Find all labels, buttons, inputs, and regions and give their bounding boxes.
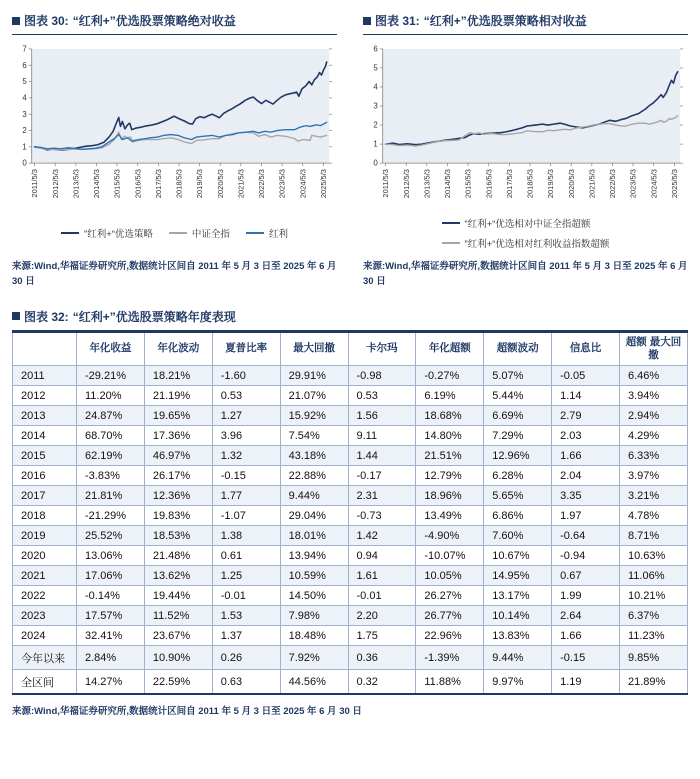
value-cell: -0.73 bbox=[348, 506, 416, 526]
value-cell: 1.14 bbox=[552, 386, 620, 406]
legend-label: 红利 bbox=[268, 229, 288, 241]
value-cell: 19.65% bbox=[144, 406, 212, 426]
value-cell: 3.94% bbox=[620, 386, 688, 406]
svg-text:2020/5/3: 2020/5/3 bbox=[566, 169, 576, 199]
value-cell: 0.26 bbox=[212, 646, 280, 670]
value-cell: 9.11 bbox=[348, 426, 416, 446]
svg-text:2025/5/3: 2025/5/3 bbox=[669, 169, 679, 199]
svg-text:4: 4 bbox=[373, 82, 378, 92]
table-header-cell: 年化收益 bbox=[77, 331, 145, 365]
value-cell: 13.17% bbox=[484, 586, 552, 606]
value-cell: 5.44% bbox=[484, 386, 552, 406]
value-cell: 0.61 bbox=[212, 546, 280, 566]
value-cell: 2.20 bbox=[348, 606, 416, 626]
value-cell: 11.06% bbox=[620, 566, 688, 586]
value-cell: 18.96% bbox=[416, 486, 484, 506]
line-chart-svg bbox=[12, 43, 337, 210]
svg-text:2025/5/3: 2025/5/3 bbox=[318, 169, 328, 199]
value-cell: -0.01 bbox=[348, 586, 416, 606]
table-row bbox=[13, 626, 688, 646]
value-cell: 1.44 bbox=[348, 446, 416, 466]
charts-row bbox=[12, 10, 688, 290]
value-cell: -0.27% bbox=[416, 366, 484, 386]
value-cell: 10.21% bbox=[620, 586, 688, 606]
svg-text:2: 2 bbox=[22, 126, 27, 136]
value-cell: 29.04% bbox=[280, 506, 348, 526]
svg-text:2013/5/3: 2013/5/3 bbox=[422, 169, 432, 199]
svg-text:2011/5/3: 2011/5/3 bbox=[381, 169, 391, 198]
value-cell: 3.21% bbox=[620, 486, 688, 506]
value-cell: -1.39% bbox=[416, 646, 484, 670]
chart30-canvas bbox=[12, 43, 337, 210]
row-label-cell: 2017 bbox=[13, 486, 77, 506]
svg-text:2016/5/3: 2016/5/3 bbox=[133, 169, 143, 199]
svg-text:2015/5/3: 2015/5/3 bbox=[112, 169, 122, 199]
svg-text:2023/5/3: 2023/5/3 bbox=[277, 169, 287, 199]
value-cell: 10.67% bbox=[484, 546, 552, 566]
chart30-panel bbox=[12, 10, 337, 290]
table-header-cell: 最大回撤 bbox=[280, 331, 348, 365]
legend-items bbox=[442, 216, 610, 250]
value-cell: 14.27% bbox=[77, 670, 145, 695]
svg-text:6: 6 bbox=[373, 44, 378, 54]
table-row bbox=[13, 426, 688, 446]
table-header-cell: 超额波动 bbox=[484, 331, 552, 365]
value-cell: 6.37% bbox=[620, 606, 688, 626]
value-cell: 1.97 bbox=[552, 506, 620, 526]
value-cell: 21.19% bbox=[144, 386, 212, 406]
value-cell: 26.27% bbox=[416, 586, 484, 606]
row-label-cell: 2019 bbox=[13, 526, 77, 546]
value-cell: -0.05 bbox=[552, 366, 620, 386]
value-cell: 29.91% bbox=[280, 366, 348, 386]
value-cell: 9.97% bbox=[484, 670, 552, 695]
value-cell: 19.83% bbox=[144, 506, 212, 526]
table-header-cell: 年化超额 bbox=[416, 331, 484, 365]
svg-text:6: 6 bbox=[22, 60, 27, 70]
value-cell: -0.01 bbox=[212, 586, 280, 606]
value-cell: 3.97% bbox=[620, 466, 688, 486]
table-header-cell bbox=[13, 331, 77, 365]
table-row bbox=[13, 446, 688, 466]
value-cell: 7.54% bbox=[280, 426, 348, 446]
table-row bbox=[13, 606, 688, 626]
svg-text:2021/5/3: 2021/5/3 bbox=[236, 169, 246, 199]
value-cell: 10.14% bbox=[484, 606, 552, 626]
table-row bbox=[13, 526, 688, 546]
row-label-cell: 2024 bbox=[13, 626, 77, 646]
table-row bbox=[13, 586, 688, 606]
value-cell: 1.42 bbox=[348, 526, 416, 546]
value-cell: 10.59% bbox=[280, 566, 348, 586]
svg-text:1: 1 bbox=[373, 139, 378, 149]
value-cell: 22.59% bbox=[144, 670, 212, 695]
row-label-cell: 2014 bbox=[13, 426, 77, 446]
value-cell: 24.87% bbox=[77, 406, 145, 426]
title-divider bbox=[12, 34, 337, 35]
figure-bullet-icon bbox=[12, 312, 20, 320]
value-cell: 18.53% bbox=[144, 526, 212, 546]
value-cell: 21.48% bbox=[144, 546, 212, 566]
chart31-legend bbox=[363, 216, 688, 250]
row-label-cell: 2018 bbox=[13, 506, 77, 526]
legend-item bbox=[246, 226, 288, 240]
chart30-legend bbox=[12, 216, 337, 250]
svg-text:2014/5/3: 2014/5/3 bbox=[443, 169, 453, 199]
svg-text:2019/5/3: 2019/5/3 bbox=[546, 169, 556, 199]
value-cell: 0.67 bbox=[552, 566, 620, 586]
value-cell: 12.96% bbox=[484, 446, 552, 466]
svg-text:2023/5/3: 2023/5/3 bbox=[628, 169, 638, 199]
table32-section bbox=[12, 306, 688, 720]
value-cell: 26.17% bbox=[144, 466, 212, 486]
legend-item bbox=[61, 226, 153, 240]
svg-text:2022/5/3: 2022/5/3 bbox=[608, 169, 618, 199]
chart31-canvas bbox=[363, 43, 688, 210]
value-cell: -21.29% bbox=[77, 506, 145, 526]
value-cell: -4.90% bbox=[416, 526, 484, 546]
value-cell: 10.63% bbox=[620, 546, 688, 566]
table-row bbox=[13, 466, 688, 486]
value-cell: 68.70% bbox=[77, 426, 145, 446]
row-label-cell: 2020 bbox=[13, 546, 77, 566]
value-cell: 21.89% bbox=[620, 670, 688, 695]
value-cell: 11.23% bbox=[620, 626, 688, 646]
value-cell: 7.60% bbox=[484, 526, 552, 546]
value-cell: 12.36% bbox=[144, 486, 212, 506]
value-cell: 6.69% bbox=[484, 406, 552, 426]
svg-text:2024/5/3: 2024/5/3 bbox=[649, 169, 659, 199]
value-cell: 1.19 bbox=[552, 670, 620, 695]
svg-text:2017/5/3: 2017/5/3 bbox=[153, 169, 163, 199]
legend-items bbox=[61, 216, 288, 250]
chart31-title bbox=[363, 10, 688, 34]
table-row bbox=[13, 486, 688, 506]
table-row bbox=[13, 386, 688, 406]
value-cell: -0.15 bbox=[212, 466, 280, 486]
table-header-cell: 信息比 bbox=[552, 331, 620, 365]
table-body bbox=[13, 366, 688, 695]
svg-text:2015/5/3: 2015/5/3 bbox=[463, 169, 473, 199]
value-cell: 7.92% bbox=[280, 646, 348, 670]
value-cell: 8.71% bbox=[620, 526, 688, 546]
value-cell: 6.19% bbox=[416, 386, 484, 406]
value-cell: 62.19% bbox=[77, 446, 145, 466]
value-cell: 2.64 bbox=[552, 606, 620, 626]
value-cell: 10.90% bbox=[144, 646, 212, 670]
value-cell: -0.17 bbox=[348, 466, 416, 486]
value-cell: 2.04 bbox=[552, 466, 620, 486]
value-cell: 1.37 bbox=[212, 626, 280, 646]
value-cell: 18.48% bbox=[280, 626, 348, 646]
value-cell: 13.49% bbox=[416, 506, 484, 526]
svg-text:1: 1 bbox=[22, 142, 27, 152]
row-label-cell: 2015 bbox=[13, 446, 77, 466]
value-cell: 0.53 bbox=[212, 386, 280, 406]
value-cell: -0.15 bbox=[552, 646, 620, 670]
value-cell: 6.33% bbox=[620, 446, 688, 466]
table-header-cell: 卡尔玛 bbox=[348, 331, 416, 365]
value-cell: 1.75 bbox=[348, 626, 416, 646]
table32-title-text: “红利+”优选股票策略年度表现 bbox=[72, 309, 236, 324]
svg-text:2012/5/3: 2012/5/3 bbox=[50, 169, 60, 199]
line-chart-svg bbox=[363, 43, 688, 210]
value-cell: 5.07% bbox=[484, 366, 552, 386]
legend-line-swatch bbox=[246, 232, 264, 234]
value-cell: 13.94% bbox=[280, 546, 348, 566]
table32-fig-label: 图表 32: bbox=[24, 309, 69, 324]
value-cell: 0.36 bbox=[348, 646, 416, 670]
table-header-cell: 年化波动 bbox=[144, 331, 212, 365]
value-cell: 21.07% bbox=[280, 386, 348, 406]
value-cell: -10.07% bbox=[416, 546, 484, 566]
table-row bbox=[13, 546, 688, 566]
value-cell: 17.57% bbox=[77, 606, 145, 626]
legend-line-swatch bbox=[169, 232, 187, 234]
value-cell: 1.56 bbox=[348, 406, 416, 426]
svg-text:2018/5/3: 2018/5/3 bbox=[174, 169, 184, 199]
svg-text:2022/5/3: 2022/5/3 bbox=[257, 169, 267, 199]
value-cell: 21.81% bbox=[77, 486, 145, 506]
table32-source: 来源:Wind,华福证券研究所,数据统计区间自 2011 年 5 月 3 日至 2025 年 6 月 30 日 bbox=[12, 706, 362, 718]
chart30-title-text: “红利+”优选股票策略绝对收益 bbox=[72, 14, 236, 28]
svg-text:2011/5/3: 2011/5/3 bbox=[30, 169, 40, 198]
table-row bbox=[13, 406, 688, 426]
value-cell: 23.67% bbox=[144, 626, 212, 646]
value-cell: 6.86% bbox=[484, 506, 552, 526]
value-cell: -0.94 bbox=[552, 546, 620, 566]
legend-label: ”红利+“优选相对红利收益指数超额 bbox=[464, 239, 610, 251]
svg-text:5: 5 bbox=[22, 77, 27, 87]
value-cell: 32.41% bbox=[77, 626, 145, 646]
svg-text:2018/5/3: 2018/5/3 bbox=[525, 169, 535, 199]
value-cell: 9.44% bbox=[484, 646, 552, 670]
value-cell: -0.64 bbox=[552, 526, 620, 546]
row-label-cell: 2011 bbox=[13, 366, 77, 386]
svg-text:2019/5/3: 2019/5/3 bbox=[195, 169, 205, 199]
value-cell: 11.88% bbox=[416, 670, 484, 695]
value-cell: 11.52% bbox=[144, 606, 212, 626]
value-cell: 2.31 bbox=[348, 486, 416, 506]
value-cell: 10.05% bbox=[416, 566, 484, 586]
row-label-cell: 2013 bbox=[13, 406, 77, 426]
value-cell: 13.06% bbox=[77, 546, 145, 566]
value-cell: 6.46% bbox=[620, 366, 688, 386]
row-label-cell: 2022 bbox=[13, 586, 77, 606]
legend-label: ”红利+“优选相对中证全指超额 bbox=[464, 219, 591, 231]
value-cell: 19.44% bbox=[144, 586, 212, 606]
value-cell: 14.95% bbox=[484, 566, 552, 586]
value-cell: 12.79% bbox=[416, 466, 484, 486]
value-cell: 4.29% bbox=[620, 426, 688, 446]
value-cell: 2.03 bbox=[552, 426, 620, 446]
value-cell: 7.29% bbox=[484, 426, 552, 446]
value-cell: -0.98 bbox=[348, 366, 416, 386]
value-cell: 14.80% bbox=[416, 426, 484, 446]
performance-table bbox=[12, 330, 688, 695]
chart30-fig-label: 图表 30: bbox=[24, 14, 69, 28]
value-cell: 2.84% bbox=[77, 646, 145, 670]
value-cell: 18.68% bbox=[416, 406, 484, 426]
legend-line-swatch bbox=[442, 242, 460, 244]
row-label-cell: 2012 bbox=[13, 386, 77, 406]
value-cell: 44.56% bbox=[280, 670, 348, 695]
legend-item bbox=[442, 216, 591, 230]
chart30-source: 来源:Wind,华福证券研究所,数据统计区间自 2011 年 5 月 3 日至 2025 年 6 月 30 日 bbox=[12, 261, 337, 288]
row-label-cell: 今年以来 bbox=[13, 646, 77, 670]
svg-text:4: 4 bbox=[22, 93, 27, 103]
svg-text:2017/5/3: 2017/5/3 bbox=[504, 169, 514, 199]
value-cell: 22.88% bbox=[280, 466, 348, 486]
figure-bullet-icon bbox=[363, 17, 371, 25]
svg-text:3: 3 bbox=[373, 101, 378, 111]
value-cell: 1.32 bbox=[212, 446, 280, 466]
svg-text:5: 5 bbox=[373, 63, 378, 73]
chart31-panel bbox=[363, 10, 688, 290]
row-label-cell: 2016 bbox=[13, 466, 77, 486]
value-cell: 0.63 bbox=[212, 670, 280, 695]
value-cell: 14.50% bbox=[280, 586, 348, 606]
value-cell: 5.65% bbox=[484, 486, 552, 506]
value-cell: 0.53 bbox=[348, 386, 416, 406]
svg-text:2020/5/3: 2020/5/3 bbox=[215, 169, 225, 199]
value-cell: 1.53 bbox=[212, 606, 280, 626]
value-cell: 26.77% bbox=[416, 606, 484, 626]
row-label-cell: 全区间 bbox=[13, 670, 77, 695]
value-cell: 15.92% bbox=[280, 406, 348, 426]
table-header-cell: 超额 最大回撤 bbox=[620, 331, 688, 365]
value-cell: 1.66 bbox=[552, 446, 620, 466]
table-header-cell: 夏普比率 bbox=[212, 331, 280, 365]
value-cell: 1.25 bbox=[212, 566, 280, 586]
legend-label: ”红利+“优选策略 bbox=[84, 229, 153, 241]
chart31-fig-label: 图表 31: bbox=[375, 14, 420, 28]
legend-line-swatch bbox=[61, 232, 79, 234]
value-cell: 1.77 bbox=[212, 486, 280, 506]
svg-text:2016/5/3: 2016/5/3 bbox=[484, 169, 494, 199]
value-cell: 9.85% bbox=[620, 646, 688, 670]
table-row bbox=[13, 506, 688, 526]
row-label-cell: 2023 bbox=[13, 606, 77, 626]
row-label-cell: 2021 bbox=[13, 566, 77, 586]
value-cell: 1.61 bbox=[348, 566, 416, 586]
svg-text:0: 0 bbox=[22, 158, 27, 168]
value-cell: 7.98% bbox=[280, 606, 348, 626]
value-cell: 0.94 bbox=[348, 546, 416, 566]
value-cell: -1.60 bbox=[212, 366, 280, 386]
legend-label: 中证全指 bbox=[191, 229, 230, 241]
value-cell: 13.62% bbox=[144, 566, 212, 586]
svg-text:2024/5/3: 2024/5/3 bbox=[298, 169, 308, 199]
legend-item bbox=[169, 226, 230, 240]
svg-text:2013/5/3: 2013/5/3 bbox=[71, 169, 81, 199]
svg-text:3: 3 bbox=[22, 109, 27, 119]
title-divider bbox=[363, 34, 688, 35]
value-cell: 1.38 bbox=[212, 526, 280, 546]
value-cell: 13.83% bbox=[484, 626, 552, 646]
svg-text:0: 0 bbox=[373, 158, 378, 168]
value-cell: 3.96 bbox=[212, 426, 280, 446]
chart31-title-text: “红利+”优选股票策略相对收益 bbox=[423, 14, 587, 28]
value-cell: 18.21% bbox=[144, 366, 212, 386]
value-cell: 43.18% bbox=[280, 446, 348, 466]
value-cell: 2.79 bbox=[552, 406, 620, 426]
table-row bbox=[13, 366, 688, 386]
value-cell: 1.99 bbox=[552, 586, 620, 606]
table-header-row bbox=[13, 331, 688, 365]
svg-text:7: 7 bbox=[22, 44, 27, 54]
value-cell: 17.36% bbox=[144, 426, 212, 446]
figure-bullet-icon bbox=[12, 17, 20, 25]
value-cell: 46.97% bbox=[144, 446, 212, 466]
value-cell: 1.66 bbox=[552, 626, 620, 646]
chart30-title bbox=[12, 10, 337, 34]
table-row bbox=[13, 646, 688, 670]
value-cell: 0.32 bbox=[348, 670, 416, 695]
value-cell: -29.21% bbox=[77, 366, 145, 386]
table-head bbox=[13, 331, 688, 365]
value-cell: 22.96% bbox=[416, 626, 484, 646]
value-cell: 18.01% bbox=[280, 526, 348, 546]
value-cell: -1.07 bbox=[212, 506, 280, 526]
value-cell: 4.78% bbox=[620, 506, 688, 526]
legend-item bbox=[442, 236, 610, 250]
value-cell: 2.94% bbox=[620, 406, 688, 426]
svg-text:2: 2 bbox=[373, 120, 378, 130]
value-cell: -0.14% bbox=[77, 586, 145, 606]
legend-line-swatch bbox=[442, 222, 460, 224]
table32-title bbox=[12, 306, 688, 330]
chart31-source: 来源:Wind,华福证券研究所,数据统计区间自 2011 年 5 月 3 日至 2025 年 6 月 30 日 bbox=[363, 261, 688, 288]
value-cell: 6.28% bbox=[484, 466, 552, 486]
table-row bbox=[13, 566, 688, 586]
value-cell: 21.51% bbox=[416, 446, 484, 466]
svg-text:2014/5/3: 2014/5/3 bbox=[92, 169, 102, 199]
value-cell: 9.44% bbox=[280, 486, 348, 506]
value-cell: 3.35 bbox=[552, 486, 620, 506]
value-cell: 1.27 bbox=[212, 406, 280, 426]
value-cell: 25.52% bbox=[77, 526, 145, 546]
svg-text:2021/5/3: 2021/5/3 bbox=[587, 169, 597, 199]
table-row bbox=[13, 670, 688, 695]
svg-text:2012/5/3: 2012/5/3 bbox=[401, 169, 411, 199]
value-cell: -3.83% bbox=[77, 466, 145, 486]
value-cell: 11.20% bbox=[77, 386, 145, 406]
value-cell: 17.06% bbox=[77, 566, 145, 586]
